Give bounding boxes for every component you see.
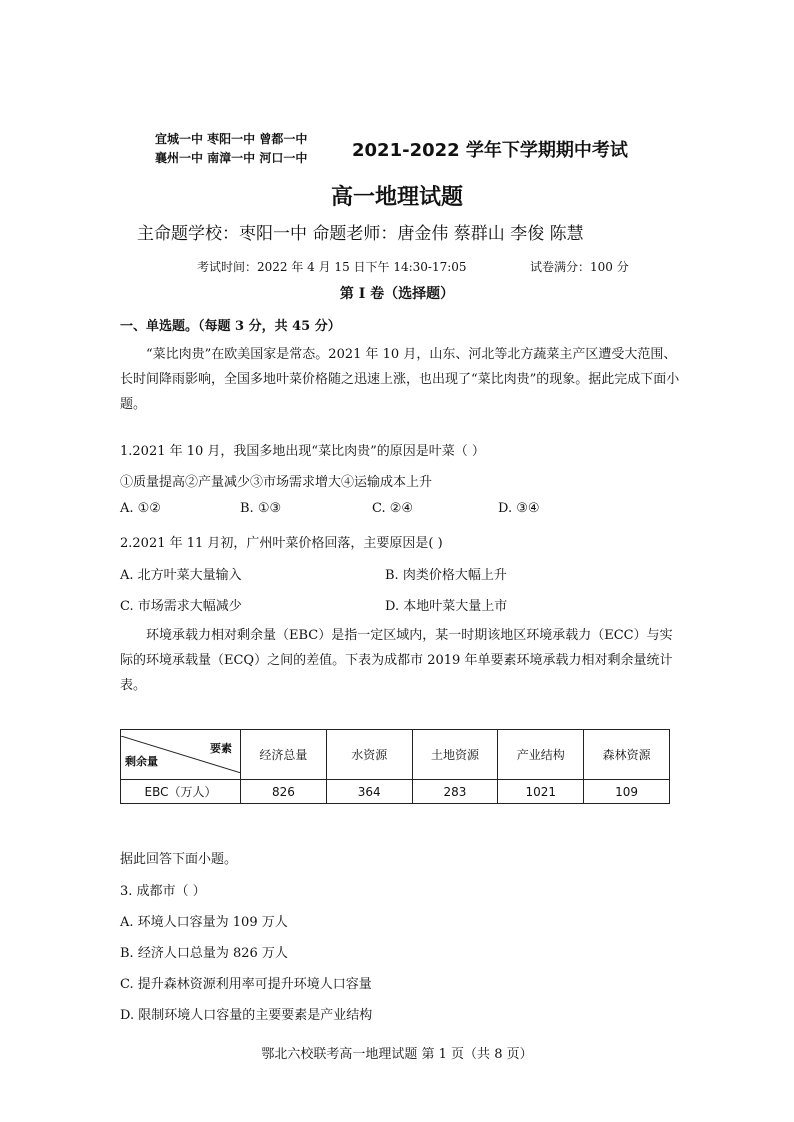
table-row <box>121 780 670 804</box>
table-cell: 283 <box>412 780 498 804</box>
full-score: 试卷满分：100 分 <box>530 260 629 274</box>
schools-row-2: 襄州一中 南漳一中 河口一中 <box>155 151 308 165</box>
page-footer: 鄂北六校联考高一地理试题 第 1 页（共 8 页） <box>261 1047 533 1062</box>
question-3-option-c: C. 提升森林资源利用率可提升环境人口容量 <box>120 977 372 992</box>
question-1-option-d: D. ③④ <box>498 501 540 516</box>
table-cell: 826 <box>241 780 327 804</box>
table-header-cell: 产业结构 <box>498 730 584 780</box>
question-3-stem: 3. 成都市（ ） <box>120 884 206 899</box>
question-3-option-a: A. 环境人口容量为 109 万人 <box>120 915 288 930</box>
question-2-option-b: B. 肉类价格大幅上升 <box>385 568 507 583</box>
section-heading: 一、单选题。（每题 3 分，共 45 分） <box>120 319 341 334</box>
question-2-option-a: A. 北方叶菜大量输入 <box>120 568 242 583</box>
table-header-cell: 水资源 <box>326 730 412 780</box>
authors-line: 主命题学校：枣阳一中 命题老师：唐金伟 蔡群山 李俊 陈慧 <box>137 224 584 244</box>
page-title: 高一地理试题 <box>330 184 463 210</box>
question-1-option-a: A. ①② <box>120 501 161 516</box>
question-3-option-b: B. 经济人口总量为 826 万人 <box>120 946 288 961</box>
question-3-option-d: D. 限制环境人口容量的主要要素是产业结构 <box>120 1008 373 1023</box>
ebc-table <box>120 729 670 804</box>
passage-1: “菜比肉贵”在欧美国家是常态。2021 年 10 月，山东、河北等北方蔬菜主产区遭受大范围、长时间降雨影响，全国多地叶菜价格随之迅速上涨，也出现了“菜比肉贵”的现象。据此完成下面小题。 <box>120 347 680 412</box>
question-1-stem: 1.2021 年 10 月，我国多地出现“菜比肉贵”的原因是叶菜（ ） <box>120 444 485 459</box>
question-2-stem: 2.2021 年 11 月初，广州叶菜价格回落，主要原因是( ) <box>120 536 443 551</box>
question-1-option-c: C. ②④ <box>372 501 414 516</box>
table-header-cell: 森林资源 <box>584 730 670 780</box>
question-1-items: ①质量提高②产量减少③市场需求增大④运输成本上升 <box>120 475 433 490</box>
table-cell: 1021 <box>498 780 584 804</box>
table-header-cell: 土地资源 <box>412 730 498 780</box>
exam-time: 考试时间：2022 年 4 月 15 日下午 14:30-17:05 <box>197 260 467 274</box>
table-corner-cell <box>121 730 241 780</box>
question-2-option-d: D. 本地叶菜大量上市 <box>385 599 508 614</box>
schools-row-1: 宜城一中 枣阳一中 曾都一中 <box>155 132 308 146</box>
table-header-cell: 经济总量 <box>241 730 327 780</box>
corner-label-bottom: 剩余量 <box>125 755 158 769</box>
passage-2: 环境承载力相对剩余量（EBC）是指一定区域内，某一时期该地区环境承载力（ECC）与实际的环境承载量（ECQ）之间的差值。下表为成都市 2019 年单要素环境承载力相对剩余量统计表。 <box>120 628 673 693</box>
table-cell: 109 <box>584 780 670 804</box>
table-header-row <box>121 730 670 780</box>
question-1-option-b: B. ①③ <box>240 501 282 516</box>
table-row-label: EBC（万人） <box>121 780 241 804</box>
after-table-text: 据此回答下面小题。 <box>120 852 238 867</box>
exam-title: 2021-2022 学年下学期期中考试 <box>352 140 628 161</box>
table-cell: 364 <box>326 780 412 804</box>
question-2-option-c: C. 市场需求大幅减少 <box>120 599 242 614</box>
part-heading: 第 I 卷（选择题） <box>339 286 455 302</box>
corner-label-top: 要素 <box>210 742 232 756</box>
